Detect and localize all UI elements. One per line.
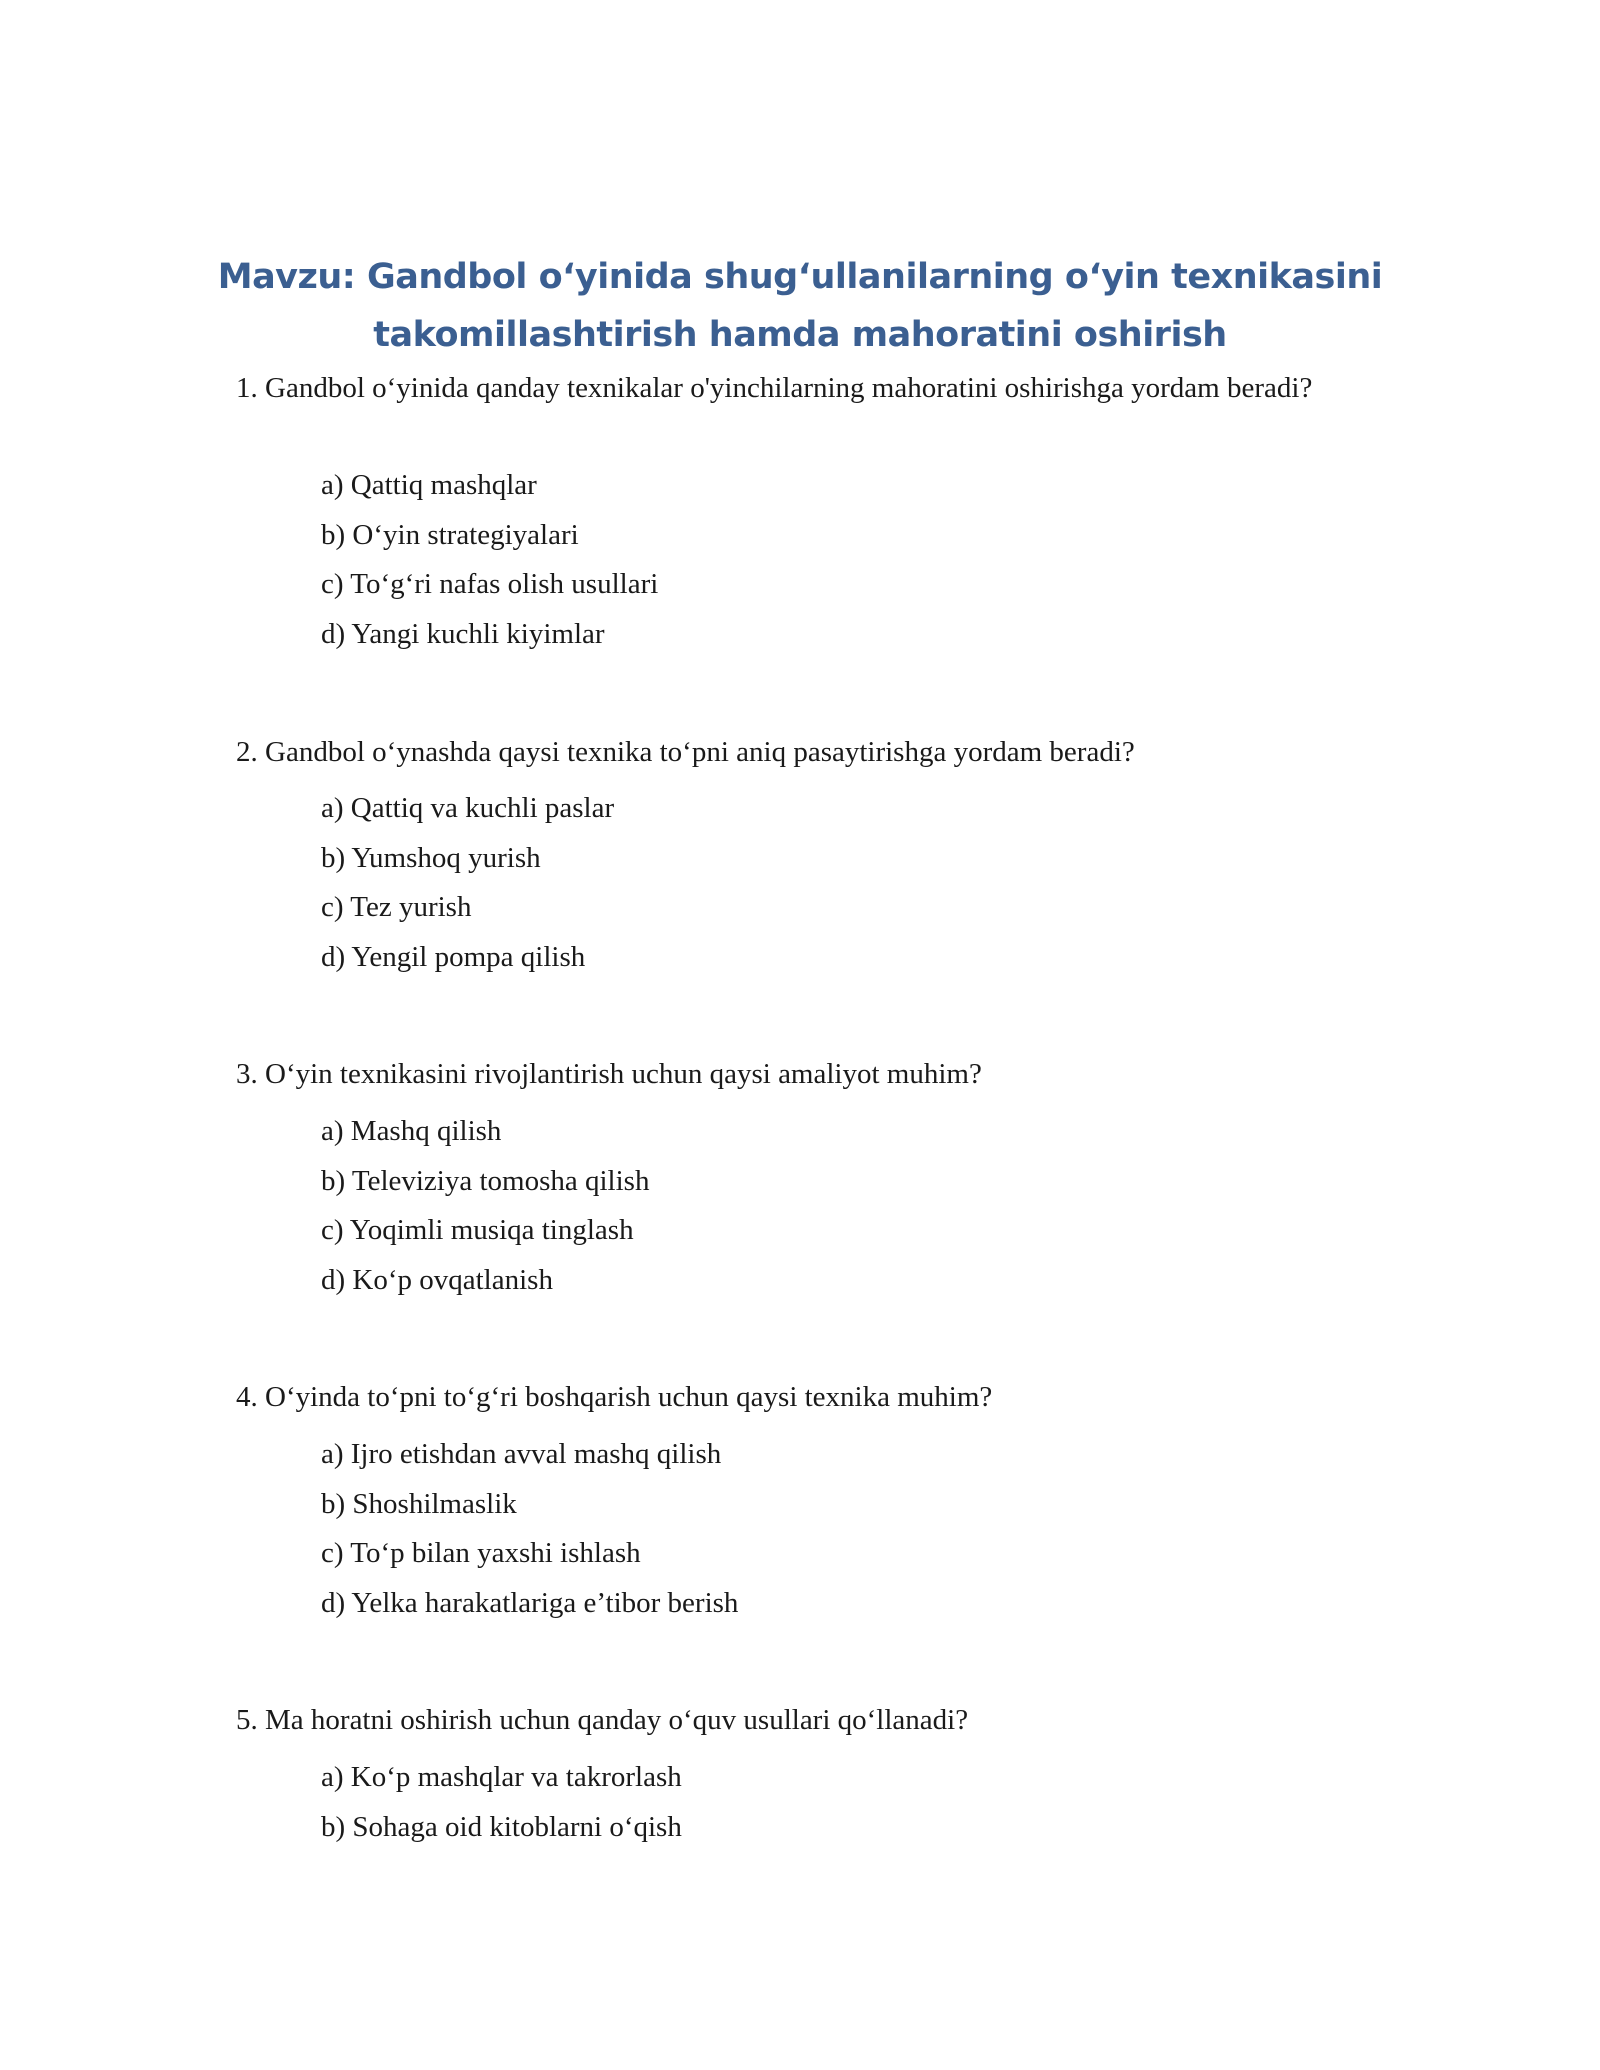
question-1-option-d: d) Yangi kuchli kiyimlar bbox=[321, 617, 605, 650]
question-2-option-a: a) Qattiq va kuchli paslar bbox=[321, 792, 615, 824]
title-line-2: takomillashtirish hamda mahoratini oshirish bbox=[373, 315, 1227, 355]
question-4-option-c: c) To‘p bilan yaxshi ishlash bbox=[321, 1537, 641, 1569]
question-4-text: 4. O‘yinda to‘pni to‘g‘ri boshqarish uchun qaysi texnika muhim? bbox=[236, 1381, 993, 1413]
question-3-options bbox=[321, 1107, 1321, 1305]
question-2-options bbox=[321, 784, 1321, 982]
question-4-option-b: b) Shoshilmaslik bbox=[321, 1487, 517, 1520]
question-4-options bbox=[321, 1430, 1321, 1628]
question-4-option-a: a) Ijro etishdan avval mashq qilish bbox=[321, 1438, 722, 1470]
question-3-option-b: b) Televiziya tomosha qilish bbox=[321, 1164, 650, 1197]
question-3-option-d: d) Ko‘p ovqatlanish bbox=[321, 1263, 553, 1296]
question-1-option-c: c) To‘g‘ri nafas olish usullari bbox=[321, 568, 659, 600]
question-2-option-d: d) Yengil pompa qilish bbox=[321, 940, 586, 973]
question-1-option-b: b) O‘yin strategiyalari bbox=[321, 518, 579, 551]
question-2-option-b: b) Yumshoq yurish bbox=[321, 841, 541, 874]
question-2-option-c: c) Tez yurish bbox=[321, 891, 472, 923]
question-1-text: 1. Gandbol o‘yinida qanday texnikalar o'yinchilarning mahoratini oshirishga yordam beradi? bbox=[236, 372, 1313, 404]
question-3-text: 3. O‘yin texnikasini rivojlantirish uchun qaysi amaliyot muhim? bbox=[236, 1058, 982, 1090]
document-title bbox=[200, 248, 1400, 364]
question-4-option-d: d) Yelka harakatlariga e’tibor berish bbox=[321, 1586, 739, 1619]
question-3-option-a: a) Mashq qilish bbox=[321, 1115, 502, 1147]
question-2-text: 2. Gandbol o‘ynashda qaysi texnika to‘pni aniq pasaytirishga yordam beradi? bbox=[236, 736, 1135, 768]
question-1-options bbox=[321, 461, 1321, 659]
question-5-text: 5. Ma horatni oshirish uchun qanday o‘quv usullari qo‘llanadi? bbox=[236, 1704, 969, 1736]
title-line-1: Mavzu: Gandbol o‘yinida shug‘ullanilarning o‘yin texnikasini bbox=[217, 257, 1383, 297]
question-5-option-b: b) Sohaga oid kitoblarni o‘qish bbox=[321, 1810, 682, 1843]
question-1-option-a: a) Qattiq mashqlar bbox=[321, 469, 537, 501]
question-5-options bbox=[321, 1753, 1321, 1852]
question-3-option-c: c) Yoqimli musiqa tinglash bbox=[321, 1214, 634, 1246]
question-5-option-a: a) Ko‘p mashqlar va takrorlash bbox=[321, 1761, 682, 1793]
